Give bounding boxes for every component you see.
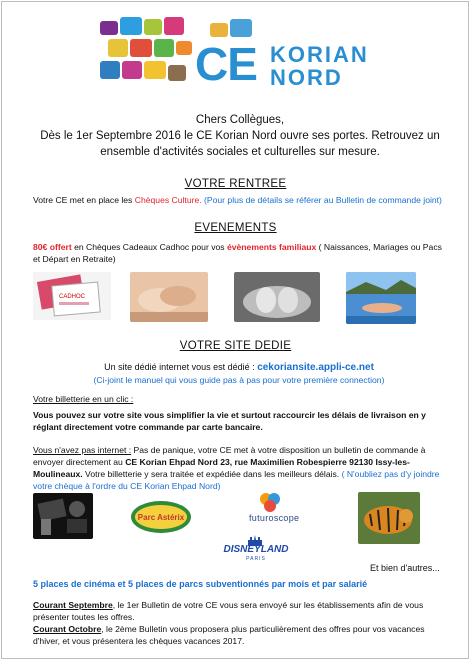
internet-block	[33, 444, 445, 492]
evenements-text	[33, 241, 445, 265]
septembre-label: Courant Septembre	[33, 600, 113, 610]
logo-ce-text: CE	[195, 38, 257, 90]
septembre-text: , le 1er Bulletin de votre CE vous sera envoyé sur les établissements afin de vous présenter toutes les offres.	[33, 600, 424, 622]
wedding-hands-image	[130, 272, 208, 322]
futuroscope-emblem-icon	[259, 492, 281, 512]
section-title-site: VOTRE SITE DEDIE	[179, 340, 292, 352]
cinema-image	[33, 493, 93, 539]
internet-body: Pas de panique, votre CE met à votre disposition un bulletin de commande à envoyer directement au	[33, 445, 426, 467]
disneyland-sub: PARIS	[246, 556, 266, 562]
greeting: Chers Collègues,	[195, 114, 285, 126]
section-title-rentree: VOTRE RENTREE	[184, 178, 287, 190]
octobre-label: Courant Octobre	[33, 624, 102, 634]
parc-asterix-text: Parc Astérix	[137, 513, 185, 522]
billetterie-heading: Votre billetterie en un clic :	[33, 394, 134, 404]
cheques-culture: Chèques Culture.	[134, 195, 202, 205]
internet-body-2: Votre billetterie y sera traitée et expédiée dans les meilleurs délais.	[82, 469, 342, 479]
baby-feet-image	[234, 272, 320, 322]
site-url-link[interactable]: cekoriansite.appli-ce.net	[257, 362, 374, 373]
internet-heading: Vous n'avez pas internet :	[33, 445, 132, 455]
site-line	[33, 361, 445, 374]
ce-address: CE Korian Ehpad Nord 23, rue Maximilien Robespierre 92130 Issy-les-Moulineaux.	[33, 457, 410, 479]
ce-korian-logo	[100, 17, 380, 95]
futuroscope-logo	[245, 492, 315, 532]
site-note: (Ci-joint le manuel qui vous guide pas à pas pour votre première connection)	[93, 375, 385, 385]
intro-block	[40, 112, 440, 160]
cadhoc-cards-image	[33, 272, 111, 320]
futuroscope-text: futuroscope	[249, 513, 300, 523]
octobre-text: , le 2ème Bulletin vous proposera plus particulièrement des offres pour vos vacances d'hiver, et vous présentera les chèques vacances 2017.	[33, 624, 425, 646]
logo-nord-text: NORD	[270, 65, 343, 90]
tiger-image	[358, 492, 420, 544]
evenements-pre: en Chèques Cadeaux Cadhoc pour vos	[71, 242, 227, 252]
internet-note: ( N'oubliez pas d'y joindre votre chèque à l'ordre du CE Korian Ehpad Nord)	[33, 469, 440, 491]
cadhoc-label: CADHOC	[59, 294, 86, 300]
disneyland-logo	[218, 534, 294, 564]
beach-relax-image	[346, 272, 416, 324]
disneyland-text: DISNEYLAND	[223, 544, 289, 555]
courant-septembre	[33, 599, 445, 623]
rentree-note: (Pour plus de détails se référer au Bulletin de commande joint)	[201, 195, 442, 205]
intro-body: Dès le 1er Septembre 2016 le CE Korian Nord ouvre ses portes. Retrouvez un ensemble d'activités sociales et culturelles sur mesure.	[40, 130, 440, 158]
logo-korian-text: KORIAN	[270, 42, 369, 67]
rentree-text	[33, 194, 445, 206]
evenements-familiaux: évènements familiaux	[226, 242, 317, 252]
parc-asterix-logo	[130, 495, 192, 535]
site-pre: Un site dédié internet vous est dédié :	[104, 362, 258, 372]
rentree-pre: Votre CE met en place les	[33, 195, 135, 205]
more-partners: Et bien d'autres...	[370, 563, 440, 573]
offer-amount: 80€ offert	[33, 242, 72, 252]
billetterie-body: Vous pouvez sur votre site vous simplifier la vie et surtout raccourcir les délais de livraison en y réglant directement votre commande par carte bancaire.	[33, 410, 426, 432]
courant-octobre	[33, 623, 445, 647]
section-title-evenements: EVENEMENTS	[194, 222, 277, 234]
evenements-post: ( Naissances, Mariages ou Pacs et Départ en Retraite)	[33, 242, 442, 264]
places-text: 5 places de cinéma et 5 places de parcs subventionnés par mois et par salarié	[33, 579, 368, 589]
